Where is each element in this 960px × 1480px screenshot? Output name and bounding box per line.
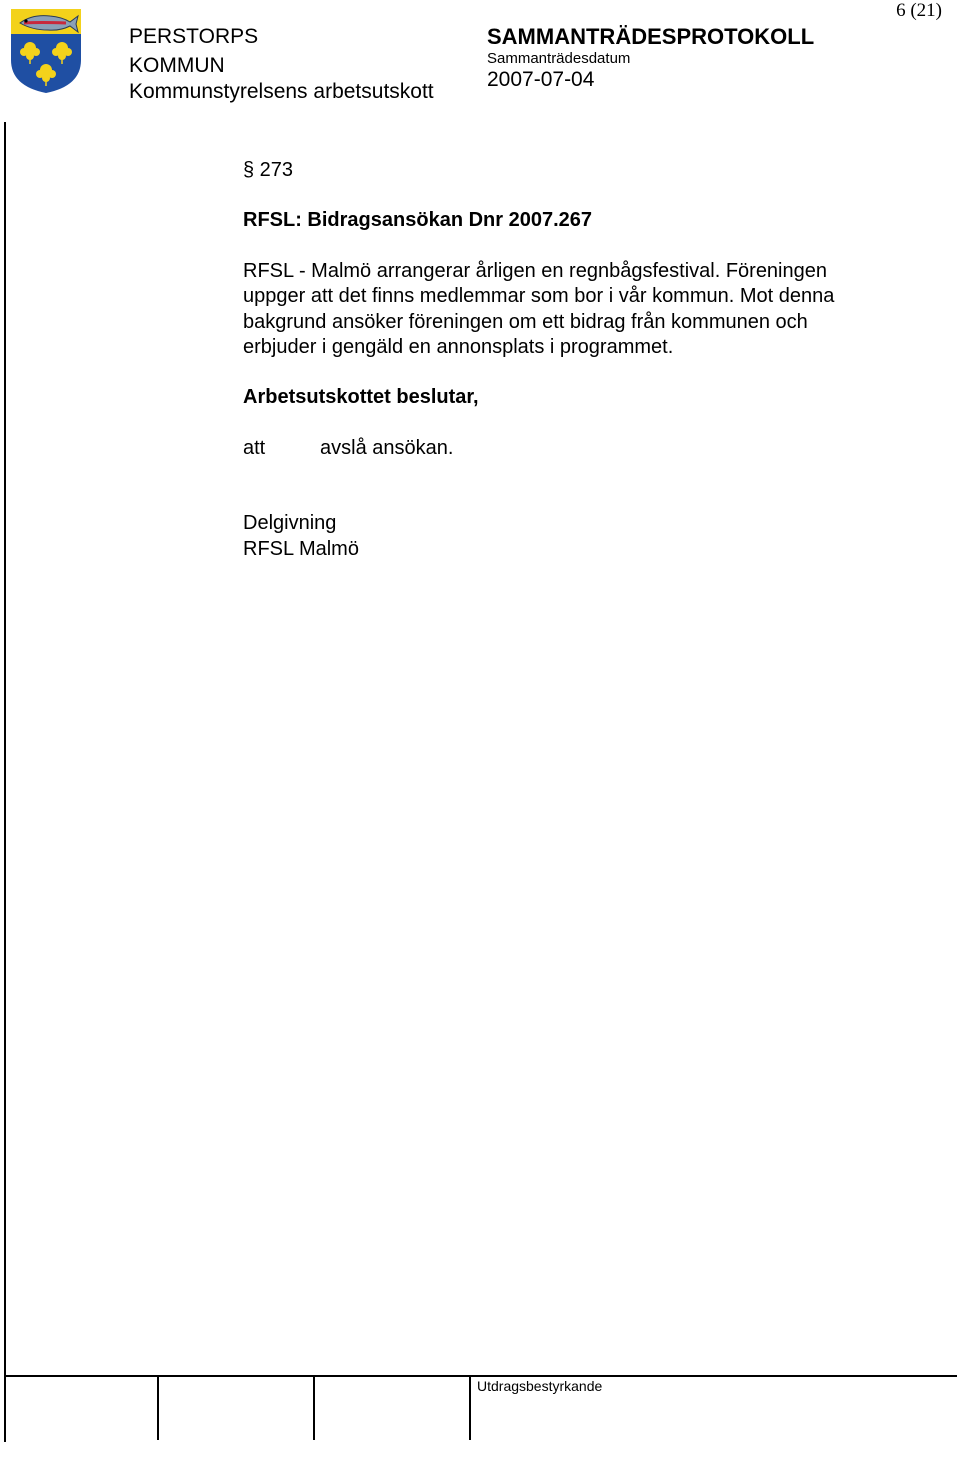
decision-label: att	[243, 436, 266, 459]
page-number: 6 (21)	[896, 0, 942, 21]
coat-of-arms-icon	[10, 8, 82, 94]
certification-label: Utdragsbestyrkande	[477, 1378, 603, 1394]
delivery-label: Delgivning	[243, 512, 337, 535]
footer-rule	[4, 1375, 957, 1377]
org-name-line2: KOMMUN	[129, 54, 225, 77]
section-number: § 273	[243, 159, 294, 181]
document-title: SAMMANTRÄDESPROTOKOLL	[487, 24, 815, 49]
meeting-date-label: Sammanträdesdatum	[487, 50, 631, 67]
decision-heading: Arbetsutskottet beslutar,	[243, 386, 479, 409]
decision-row	[243, 436, 843, 461]
delivery-recipient: RFSL Malmö	[243, 537, 359, 560]
committee-name: Kommunstyrelsens arbetsutskott	[129, 80, 434, 103]
left-margin-rule	[4, 122, 6, 1442]
signature-cell-divider	[469, 1377, 471, 1440]
signature-cell-divider	[157, 1377, 159, 1440]
section-body: RFSL - Malmö arrangerar årligen en regnbågsfestival. Föreningen uppger att det finns medlemmar som bor i vår kommun. Mot denna bakgrund ansöker föreningen om ett bidrag från kommunen och erbjuder i gengäld en annonsplats i programmet.	[243, 259, 835, 359]
org-name-line1: PERSTORPS	[129, 25, 259, 48]
decision-text: avslå ansökan.	[320, 436, 454, 459]
signature-cell-divider	[313, 1377, 315, 1440]
section-content	[243, 158, 843, 562]
meeting-date: 2007-07-04	[487, 68, 595, 91]
coat-of-arms-logo	[10, 8, 82, 94]
section-heading: RFSL: Bidragsansökan Dnr 2007.267	[243, 209, 593, 232]
